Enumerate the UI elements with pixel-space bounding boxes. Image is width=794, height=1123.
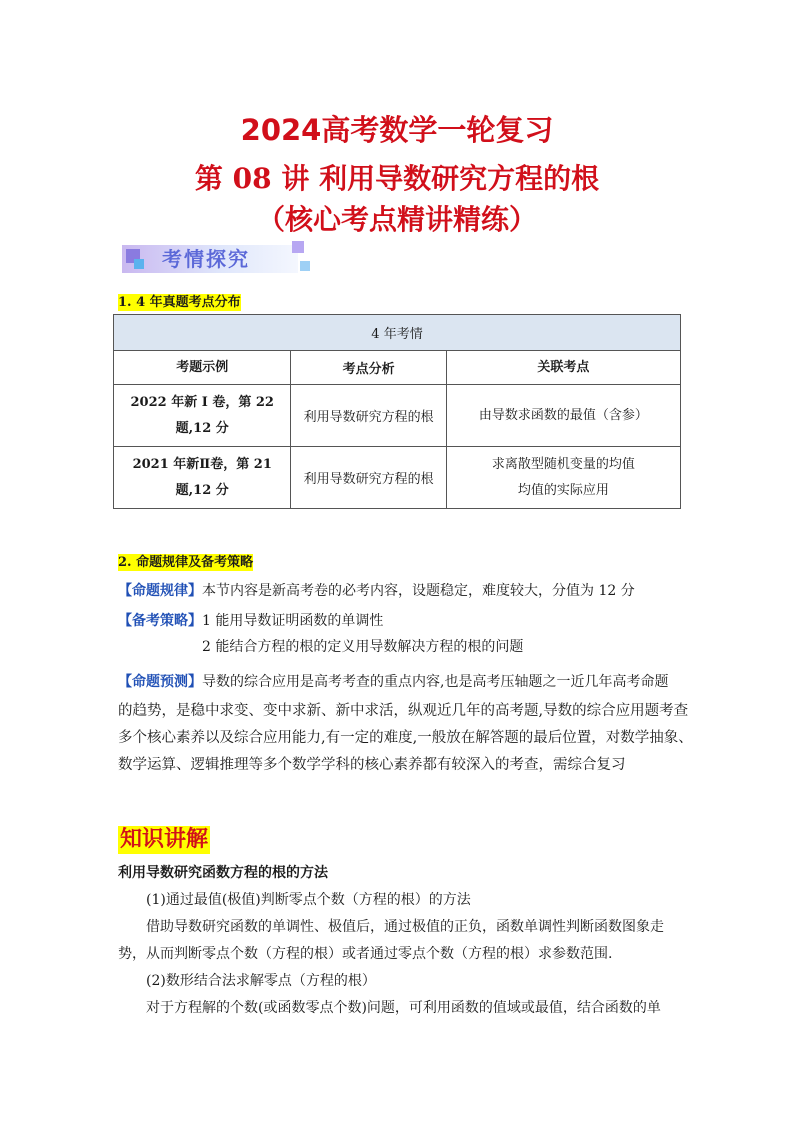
lecture-subtitle: （核心考点精讲精练） — [256, 203, 537, 236]
table-top-header: 4 年考情 — [114, 315, 681, 351]
cell-analysis: 利用导数研究方程的根 — [291, 447, 446, 509]
rule-paragraph — [118, 581, 635, 601]
forecast-line: 的趋势，是稳中求变、变中求新、新中求活，纵观近几年的高考题,导数的综合应用题考查 — [118, 703, 689, 719]
related-item: 求离散型随机变量的均值 — [491, 456, 635, 472]
table-top-header-row — [114, 315, 681, 351]
strategy-item-2: 2 能结合方程的根的定义用导数解决方程的根的问题 — [202, 639, 524, 655]
knowledge-heading: 知识讲解 — [120, 827, 209, 852]
strategy-paragraph — [118, 611, 383, 631]
section1-heading — [118, 291, 241, 310]
knowledge-line: 势，从而判断零点个数（方程的根）或者通过零点个数（方程的根）求参数范围. — [118, 946, 613, 962]
knowledge-line: 借助导数研究函数的单调性、极值后，通过极值的正负，函数单调性判断函数图象走 — [146, 919, 664, 935]
cell-analysis: 利用导数研究方程的根 — [291, 385, 446, 447]
strategy-item-1: 1 能用导数证明函数的单调性 — [202, 613, 384, 629]
column-header-analysis: 考点分析 — [291, 351, 446, 385]
column-header-related: 关联考点 — [446, 351, 680, 385]
section-banner — [122, 241, 310, 277]
related-item: 由导数求函数的最值（含参） — [478, 407, 648, 423]
cell-related — [446, 385, 680, 447]
forecast-paragraph — [118, 698, 693, 779]
forecast-tag: 【命题预测】 — [118, 674, 202, 690]
forecast-line: 多个核心素养以及综合应用能力,有一定的难度,一般放在解答题的最后位置，对数学抽象、 — [118, 730, 693, 746]
banner-square-icon — [134, 259, 144, 269]
forecast-line: 数学运算、逻辑推理等多个数学学科的核心素养都有较深入的考查，需综合复习 — [118, 757, 626, 773]
knowledge-line: 对于方程解的个数(或函数零点个数)问题，可利用函数的值域或最值，结合函数的单 — [146, 1000, 661, 1016]
cell-related — [446, 447, 680, 509]
title-block — [0, 110, 794, 240]
knowledge-subheading: 利用导数研究函数方程的根的方法 — [118, 865, 328, 881]
banner-square-icon — [300, 261, 310, 271]
knowledge-line: (1)通过最值(极值)判断零点个数（方程的根）的方法 — [146, 892, 471, 908]
cell-example: 2022 年新 I 卷，第 22 题,12 分 — [114, 385, 291, 447]
lecture-title: 第 08 讲 利用导数研究方程的根 — [194, 162, 600, 195]
rule-tag: 【命题规律】 — [118, 583, 202, 599]
banner-label: 考情探究 — [162, 247, 250, 271]
related-item: 均值的实际应用 — [517, 482, 609, 498]
column-header-example: 考题示例 — [114, 351, 291, 385]
exam-table — [113, 314, 681, 509]
banner-square-icon — [292, 241, 304, 253]
forecast-line: 导数的综合应用是高考考查的重点内容,也是高考压轴题之一近几年高考命题 — [202, 674, 669, 690]
table-column-header-row — [114, 351, 681, 385]
table-row — [114, 447, 681, 509]
cell-example: 2021 年新Ⅱ卷，第 21 题,12 分 — [114, 447, 291, 509]
main-title: 2024高考数学一轮复习 — [240, 113, 554, 147]
knowledge-line: (2)数形结合法求解零点（方程的根） — [146, 973, 376, 989]
strategy-tag: 【备考策略】 — [118, 613, 202, 629]
knowledge-body — [118, 860, 693, 1022]
forecast-tag-line — [118, 672, 668, 692]
section1-heading-text: 1. 4 年真题考点分布 — [118, 295, 241, 310]
table-row — [114, 385, 681, 447]
section2-heading-text: 2. 命题规律及备考策略 — [118, 555, 254, 570]
section2-heading — [118, 551, 253, 570]
rule-text: 本节内容是新高考卷的必考内容，设题稳定，难度较大，分值为 12 分 — [202, 583, 635, 599]
